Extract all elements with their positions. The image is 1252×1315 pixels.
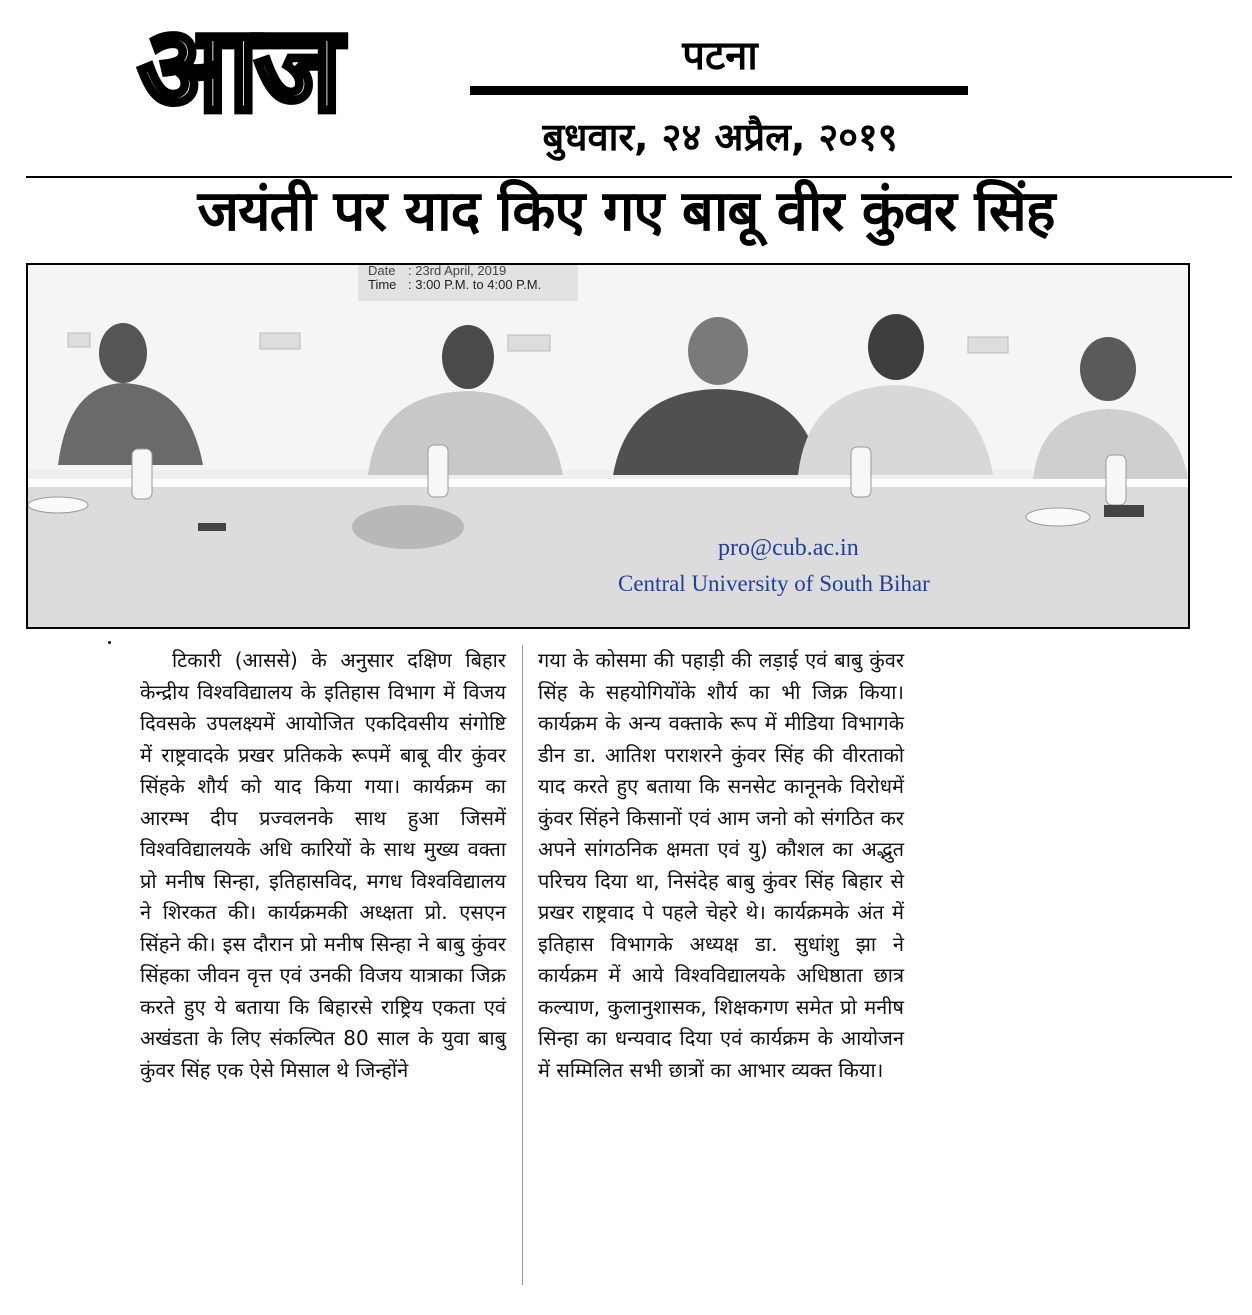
edition-date: बुधवार, २४ अप्रैल, २०१९ [542, 115, 898, 159]
header-divider [26, 176, 1232, 178]
article-column-right [538, 645, 904, 1086]
masthead-rule [470, 86, 968, 95]
edition-city: पटना [682, 33, 758, 79]
event-photo-illustration [28, 265, 1188, 627]
column-divider [522, 645, 523, 1285]
article-column-left [140, 645, 506, 1086]
event-photo [26, 263, 1190, 629]
photo-credit-email: pro@cub.ac.in [718, 535, 859, 561]
banner-time: Time : 3:00 P.M. to 4:00 P.M. [368, 277, 542, 292]
article-paragraph: गया के कोसमा की पहाड़ी की लड़ाई एवं बाबु कुंवर सिंह के सहयोगियोंके शौर्य का भी जिक्र किया। कार्यक्रम के अन्य वक्ताके रूप में मीडिया विभागके डीन डा. आतिश पराशरने कुंवर सिंह की वीरताको याद करते हुए बताया कि सनसेट कानूनके विरोधमें कुंवर सिंहने किसानों एवं आम जनो को संगठित कर अपने सांगठनिक क्षमता एवं यु) कौशल का अद्भुत परिचय दिया था, निसंदेह बाबु कुंवर सिंह बिहार से प्रखर राष्ट्रवाद पे पहले चेहरे थे। कार्यक्रमके अंत में इतिहास विभागके अध्यक्ष डा. सुधांशु झा ने कार्यक्रम में आये विश्वविद्यालयके अधिष्ठाता छात्र कल्याण, कुलानुशासक, शिक्षकगण समेत प्रो मनीष सिन्हा का धन्यवाद दिया एवं कार्यक्रम के आयोजन में सम्मिलित सभी छात्रों का आभार व्यक्त किया। [538, 648, 904, 1082]
bullet-dot [108, 641, 111, 644]
newspaper-logo: आज [138, 0, 339, 138]
photo-credit-organization: Central University of South Bihar [618, 571, 930, 596]
article-headline: जयंती पर याद किए गए बाबू वीर कुंवर सिंह [197, 179, 1055, 244]
banner-date: Date : 23rd April, 2019 [368, 263, 507, 278]
article-paragraph: टिकारी (आससे) के अनुसार दक्षिण बिहार केन्द्रीय विश्वविद्यालय के इतिहास विभाग में विजय दिवसके उपलक्ष्यमें आयोजित एकदिवसीय संगोष्टि में राष्ट्रवादके प्रखर प्रतिकके रूपमें बाबू वीर कुंवर सिंहके शौर्य को याद किया गया। कार्यक्रम का आरम्भ दीप प्रज्वलनके साथ हुआ जिसमें विश्वविद्यालयके अधि कारियों के साथ मुख्य वक्ता प्रो मनीष सिन्हा, इतिहासविद, मगध विश्वविद्यालय ने शिरकत की। कार्यक्रमकी अध्क्षता प्रो. एसएन सिंहने की। इस दौरान प्रो मनीष सिन्हा ने बाबु कुंवर सिंहका जीवन वृत्त एवं उनकी विजय यात्राका जिक्र करते हुए ये बताया कि बिहारसे राष्ट्रिय एकता एवं अखंडता के लिए संकल्पित 80 साल के युवा बाबु कुंवर सिंह एक ऐसे मिसाल थे जिन्होंने [140, 648, 506, 1082]
